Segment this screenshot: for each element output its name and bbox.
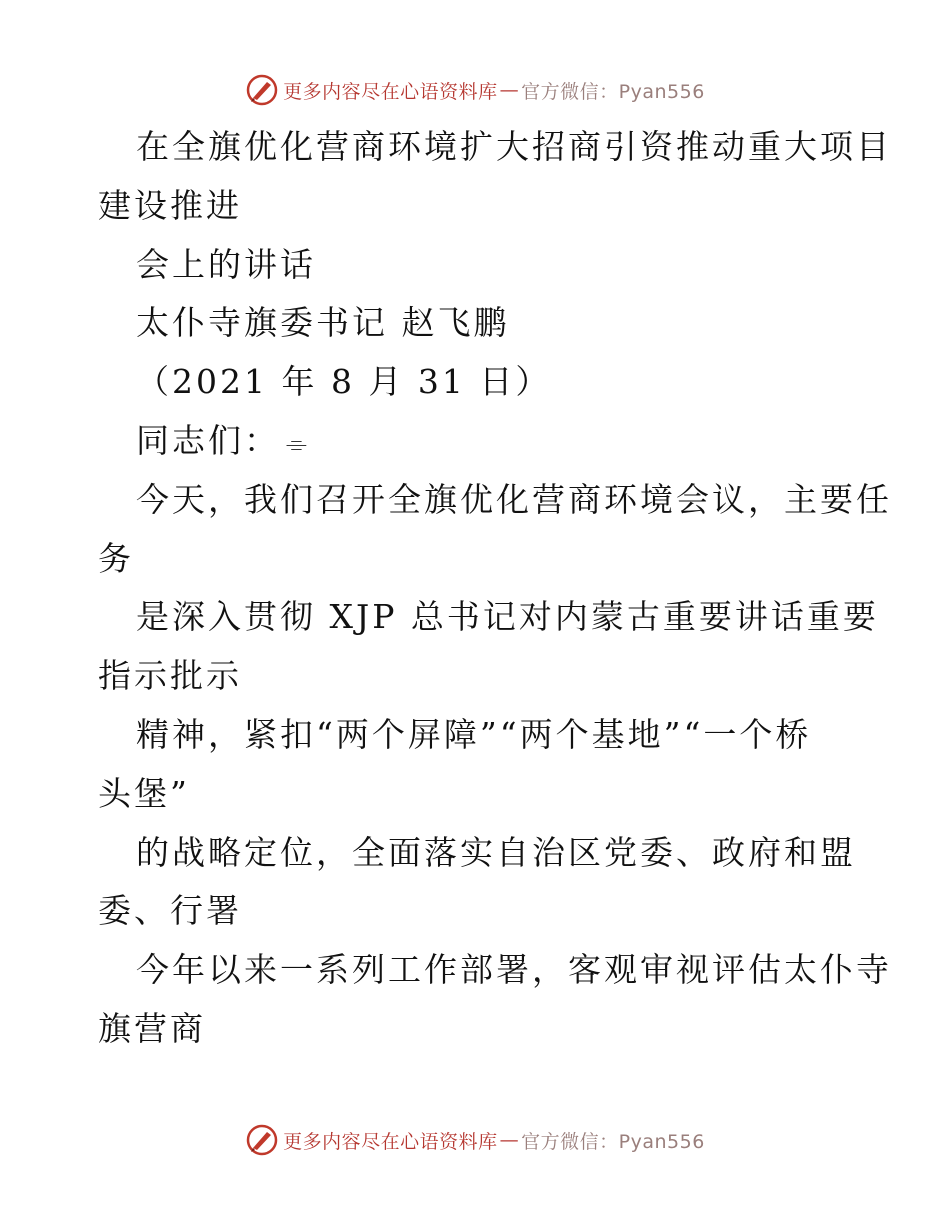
paragraph-line: 今年以来一系列工作部署，客观审视评估太仆寺 bbox=[136, 950, 892, 990]
paragraph-mark-icon: ⌯ bbox=[286, 428, 310, 459]
title-line: 会上的讲话 bbox=[136, 244, 316, 284]
paragraph-line: 委、行署 bbox=[98, 891, 242, 931]
document-body bbox=[98, 118, 892, 1059]
title-line: 建设推进 bbox=[98, 185, 242, 225]
paragraph-line: 是深入贯彻 XJP 总书记对内蒙古重要讲话重要 bbox=[136, 597, 879, 637]
banner-separator: — bbox=[499, 1129, 520, 1151]
paragraph-line: 旗营商 bbox=[98, 1008, 206, 1048]
date-line: （2021 年 8 月 31 日） bbox=[136, 362, 552, 402]
author-line: 太仆寺旗委书记 赵飞鹏 bbox=[136, 303, 510, 343]
banner-wechat: 官方微信：Pyan556 bbox=[521, 80, 705, 103]
paragraph-line: 的战略定位，全面落实自治区党委、政府和盟 bbox=[136, 832, 856, 872]
salutation-text: 同志们： bbox=[136, 420, 280, 460]
title-line: 在全旗优化营商环境扩大招商引资推动重大项目 bbox=[136, 127, 892, 166]
banner-wechat: 官方微信：Pyan556 bbox=[521, 1130, 705, 1153]
banner-separator: — bbox=[499, 79, 520, 101]
pen-logo-icon bbox=[245, 73, 279, 107]
pen-logo-icon bbox=[245, 1123, 279, 1157]
salutation-line bbox=[98, 412, 858, 471]
footer-banner bbox=[0, 1120, 950, 1160]
paragraph-line: 务 bbox=[98, 538, 134, 578]
header-banner bbox=[0, 70, 950, 110]
paragraph-line: 头堡” bbox=[98, 773, 190, 813]
paragraph-line: 指示批示 bbox=[98, 656, 242, 696]
paragraph-line: 今天，我们召开全旗优化营商环境会议，主要任 bbox=[136, 479, 892, 519]
banner-text: 更多内容尽在心语资料库 bbox=[283, 1130, 498, 1153]
paragraph-line: 精神，紧扣“两个屏障”“两个基地”“一个桥 bbox=[136, 714, 812, 754]
banner-text: 更多内容尽在心语资料库 bbox=[283, 80, 498, 103]
